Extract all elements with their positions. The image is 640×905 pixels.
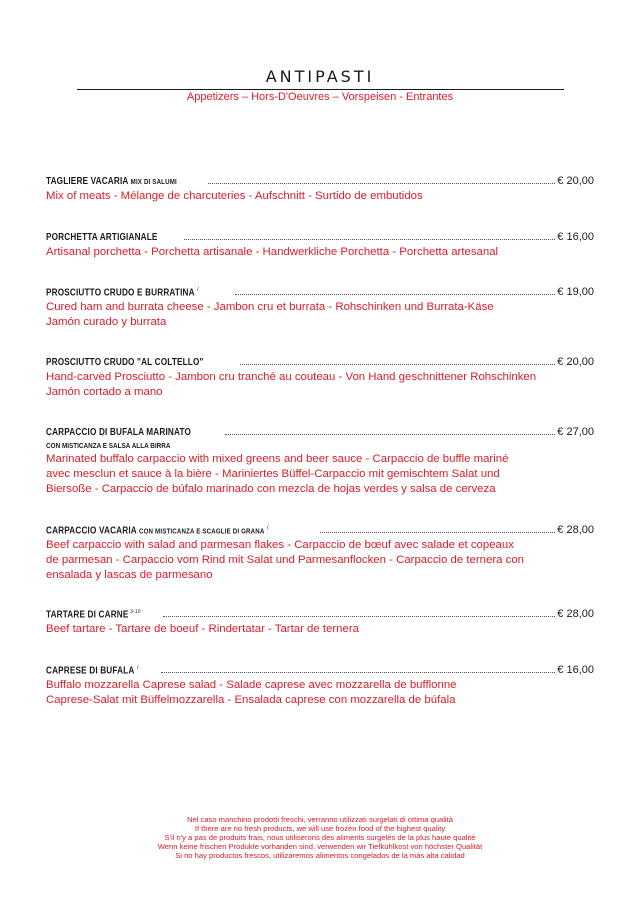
leader-dots — [240, 355, 555, 365]
leader-dots — [184, 230, 555, 240]
allergen-number: 7 — [266, 524, 270, 531]
item-name: PROSCIUTTO CRUDO "AL COLTELLO" — [46, 357, 204, 368]
item-price: € 28,00 — [557, 608, 594, 620]
menu-item — [46, 425, 594, 497]
item-description: Cured ham and burrata cheese - Jambon cru et burrata - Rohschinken und Burrata-Käse Jamón curado y burrata — [46, 301, 494, 328]
title-divider — [77, 89, 564, 90]
item-price: € 20,00 — [557, 175, 594, 187]
item-name: TAGLIERE VACARIA MIX DI SALUMI — [46, 176, 177, 187]
frozen-food-notice: Nel caso manchino prodotti freschi, verranno utilizzati surgelati di ottima qualità If there are no fresh products, we will use frozen food of the highest quality S'il n'y a pas de produits frais, nous utiliserons des aliments surgelés de la plus haute qualité Wenn keine frischen Produkte vorhanden sind, verwenden wir Tiefkühlkost von höchster Qualität Si no hay productos frescos, utilizaremos alimentos congelados de la más alta calidad — [157, 815, 483, 860]
item-description: Mix of meats - Mélange de charcuteries - Aufschnitt - Surtido de embutidos — [46, 190, 423, 202]
item-description: Marinated buffalo carpaccio with mixed greens and beer sauce - Carpaccio de buffle mariné avec mesclun et sauce à la bière - Mariniertes Büffel-Carpaccio mit gemischtem Salat und Biersoße - Carpaccio de búfalo marinado con mezcla de hojas verdes y salsa de cerveza — [46, 453, 509, 495]
item-description: Buffalo mozzarella Caprese salad - Salade caprese avec mozzarella de bufflonne Caprese-Salat mit Büffelmozzarella - Ensalada caprese con mozzarella de búfala — [46, 679, 457, 706]
item-subline: CON MISTICANZA E SALSA ALLA BIRRA — [46, 441, 171, 450]
item-name: CAPRESE DI BUFALA $^7$ — [46, 664, 139, 676]
item-price: € 16,00 — [557, 231, 594, 243]
page-subtitle: Appetizers – Hors-D'Oeuvres – Vorspeisen - Entrantes — [186, 91, 454, 103]
allergen-number: 3-10 — [130, 608, 141, 615]
item-name: CARPACCIO VACARIA CON MISTICANZA E SCAGLIE DI GRANA $^7$ — [46, 524, 270, 536]
item-description: Artisanal porchetta - Porchetta artisanale - Handwerkliche Porchetta - Porchetta artesanal — [46, 246, 499, 258]
leader-dots — [161, 663, 555, 673]
page-title: ANTIPASTI — [265, 67, 375, 86]
allergen-number: 7 — [196, 286, 200, 293]
item-price: € 20,00 — [557, 356, 594, 368]
item-description: Beef tartare - Tartare de boeuf - Rindertatar - Tartar de ternera — [46, 623, 359, 635]
item-price: € 28,00 — [557, 524, 594, 536]
item-price: € 27,00 — [557, 426, 594, 438]
leader-dots — [320, 523, 555, 533]
menu-item — [46, 174, 594, 204]
menu-item — [46, 355, 594, 400]
allergen-number: 7 — [136, 664, 139, 671]
item-price: € 16,00 — [557, 664, 594, 676]
item-qualifier: CON MISTICANZA E SCAGLIE DI GRANA — [139, 526, 265, 535]
item-description: Beef carpaccio with salad and parmesan flakes - Carpaccio de bœuf avec salade et copeaux de parmesan - Carpaccio vom Rind mit Salat und Parmesanflocken - Carpaccio de ternera con ensalada y lascas de parmesano — [46, 539, 525, 581]
menu-item — [46, 230, 594, 260]
menu-item — [46, 663, 594, 708]
leader-dots — [163, 607, 555, 617]
menu-item — [46, 523, 594, 583]
menu-item — [46, 285, 594, 330]
item-name: TARTARE DI CARNE $^{3-10}$ — [46, 608, 141, 620]
item-name: PROSCIUTTO CRUDO E BURRATINA $^7$ — [46, 286, 200, 298]
item-description: Hand-carved Prosciutto - Jambon cru tranché au couteau - Von Hand geschnittener Rohschinken Jamón cortado a mano — [46, 371, 537, 398]
item-qualifier: MIX DI SALUMI — [130, 177, 177, 186]
menu-item — [46, 607, 594, 637]
item-name: CARPACCIO DI BUFALA MARINATO — [46, 427, 192, 438]
item-price: € 19,00 — [557, 286, 594, 298]
leader-dots — [225, 425, 555, 435]
leader-dots — [235, 285, 555, 295]
leader-dots — [208, 174, 556, 184]
item-name: PORCHETTA ARTIGIANALE — [46, 232, 158, 243]
